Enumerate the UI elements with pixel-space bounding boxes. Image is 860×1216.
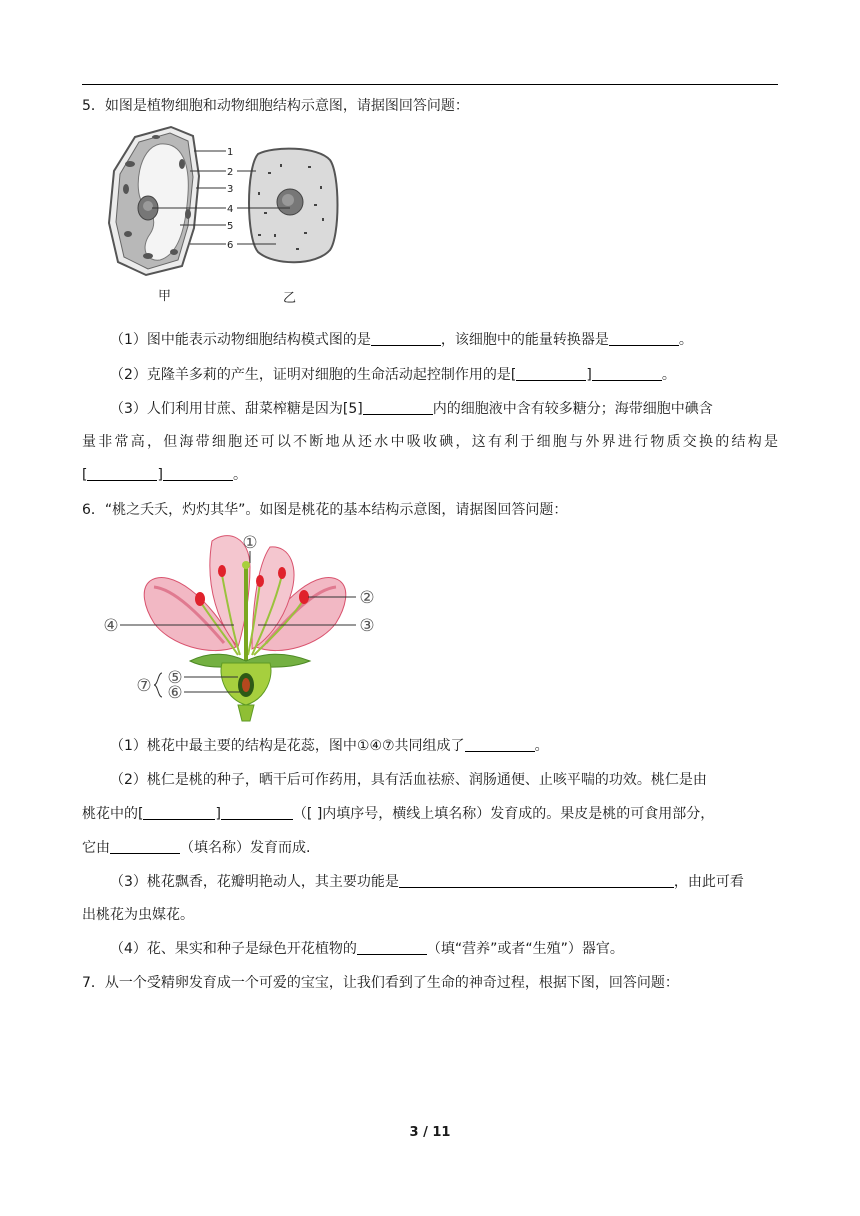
answer-blank[interactable] [363, 399, 433, 415]
q6-sub1: （1）桃花中最主要的结构是花蕊，图中①④⑦共同组成了 。 [110, 738, 549, 754]
answer-blank[interactable] [357, 939, 427, 955]
q5-sub2: （2）克隆羊多莉的产生，证明对细胞的生命活动起控制作用的是[ ] 。 [110, 367, 676, 383]
q7-stem: 7．从一个受精卵发育成一个可爱的宝宝，让我们看到了生命的神奇过程，根据下图，回答问题： [82, 975, 679, 991]
q5-sub3-line3: [ ] 。 [82, 467, 247, 483]
answer-blank[interactable] [163, 465, 233, 481]
answer-blank[interactable] [592, 365, 662, 381]
q6-sub3-line1: （3）桃花飘香，花瓣明艳动人，其主要功能是 ，由此可看 [110, 874, 744, 890]
fig6-label-2: ② [359, 588, 375, 608]
q5-stem: 5．如图是植物细胞和动物细胞结构示意图，请据图回答问题： [82, 98, 469, 114]
q6-sub2-line2: 桃花中的[ ] （[ ]内填序号，横线上填名称）发育成的。果皮是桃的可食用部分， [82, 806, 715, 822]
caption-jia: 甲 [158, 289, 172, 304]
answer-blank[interactable] [371, 330, 441, 346]
fig5-label-2: 2 [227, 167, 234, 178]
answer-blank[interactable] [609, 330, 679, 346]
fig6-label-1: ① [242, 533, 258, 553]
caption-yi: 乙 [283, 291, 297, 306]
header-rule [82, 84, 778, 85]
q6-sub3-line2: 出桃花为虫媒花。 [82, 907, 194, 923]
fig6-label-3: ③ [359, 616, 375, 636]
answer-blank[interactable] [110, 838, 180, 854]
fig6-label-6: ⑥ [167, 683, 183, 703]
q5-sub3-line2: 量非常高，但海带细胞还可以不断地从还水中吸收碘，这有利于细胞与外界进行物质交换的结构是 [82, 434, 778, 450]
fig5-label-3: 3 [227, 184, 234, 195]
q5-sub1: （1）图中能表示动物细胞结构模式图的是 ，该细胞中的能量转换器是 。 [110, 332, 693, 348]
q6-sub4: （4）花、果实和种子是绿色开花植物的 （填“营养”或者“生殖”）器官。 [110, 941, 624, 957]
answer-blank[interactable] [143, 804, 215, 820]
receptacle [238, 705, 254, 721]
q6-stem: 6．“桃之夭夭，灼灼其华”。如图是桃花的基本结构示意图，请据图回答问题： [82, 502, 568, 518]
fig6-label-7: ⑦ [136, 676, 152, 696]
peach-flower-diagram [100, 527, 390, 727]
q6-sub2-line3: 它由 （填名称）发育而成. [82, 840, 311, 856]
answer-blank[interactable] [221, 804, 293, 820]
answer-blank[interactable] [465, 736, 535, 752]
fig5-label-4: 4 [227, 204, 234, 215]
fig5-label-1: 1 [227, 147, 234, 158]
fig6-label-5: ⑤ [167, 668, 183, 688]
fig5-label-5: 5 [227, 221, 234, 232]
stigma [242, 561, 250, 569]
answer-blank[interactable] [516, 365, 586, 381]
fig6-label-4: ④ [103, 616, 119, 636]
answer-blank[interactable] [399, 872, 674, 888]
anther [299, 590, 309, 604]
page-number: 3 / 11 [409, 1125, 451, 1140]
fig5-label-6: 6 [227, 240, 234, 251]
cell-diagram [108, 124, 356, 310]
answer-blank[interactable] [87, 465, 157, 481]
q6-sub2-line1: （2）桃仁是桃的种子，晒干后可作药用，具有活血祛瘀、润肠通便、止咳平喘的功效。桃仁是由 [110, 772, 707, 788]
q5-sub3-line1: （3）人们利用甘蔗、甜菜榨糖是因为[5] 内的细胞液中含有较多糖分；海带细胞中碘含 [110, 401, 713, 417]
